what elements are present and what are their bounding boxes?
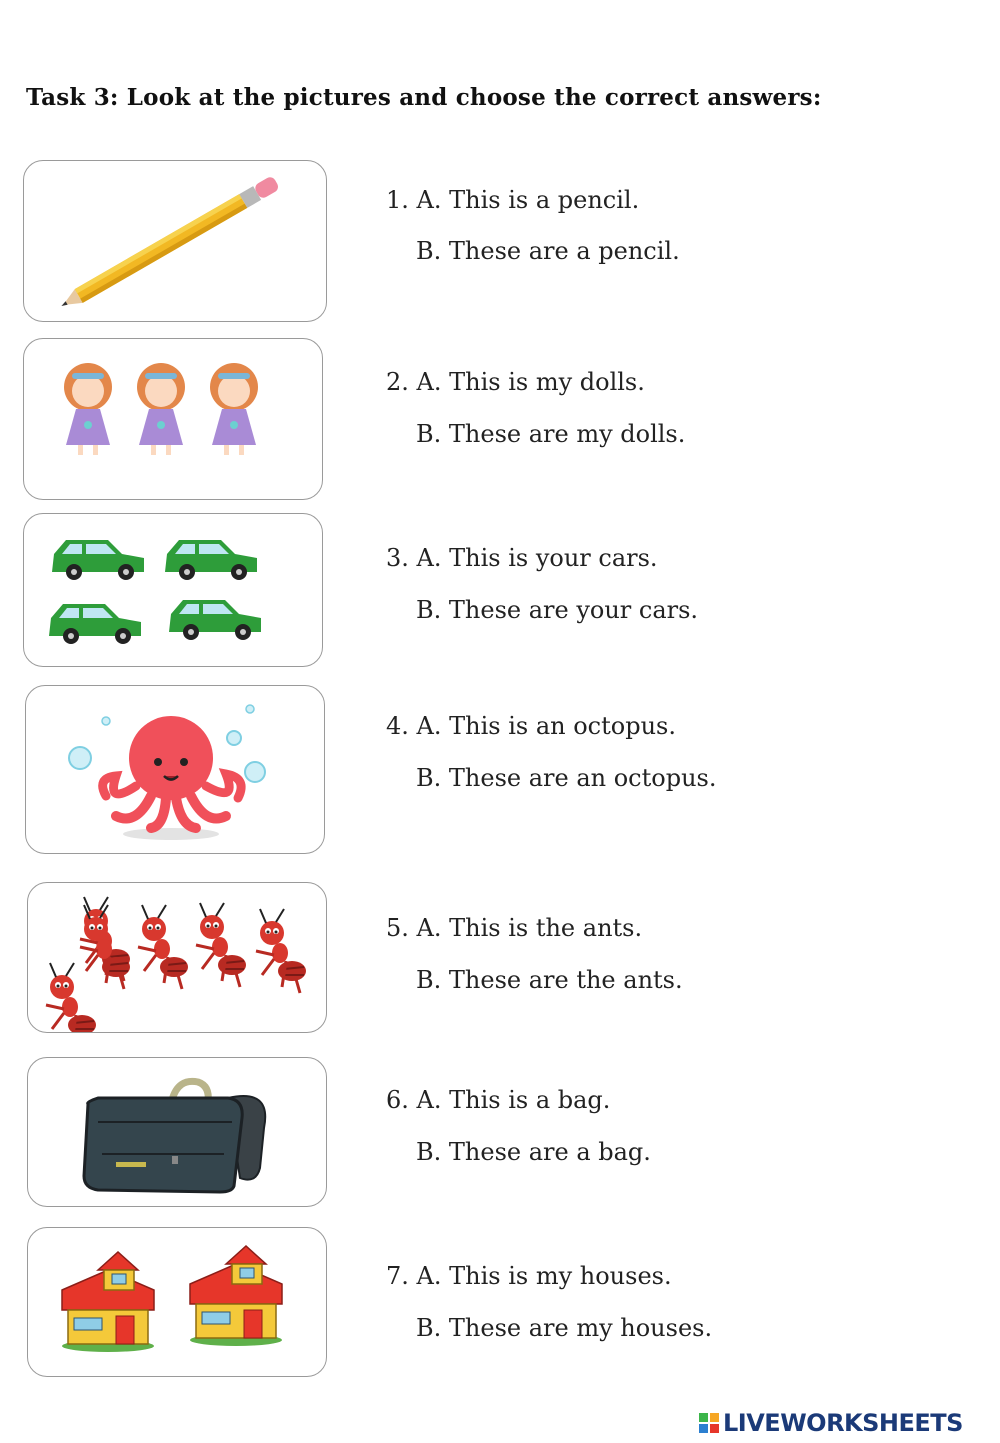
pencil-image — [24, 161, 326, 321]
picture-card-houses — [27, 1227, 327, 1377]
question-3-option-a[interactable]: 3. A. This is your cars. — [386, 544, 658, 572]
question-4-option-a[interactable]: 4. A. This is an octopus. — [386, 712, 676, 740]
liveworksheets-logo-text: LIVEWORKSHEETS — [723, 1409, 963, 1437]
houses-image — [28, 1228, 326, 1376]
dolls-image — [24, 339, 322, 499]
picture-card-pencil — [23, 160, 327, 322]
question-6-option-a[interactable]: 6. A. This is a bag. — [386, 1086, 611, 1114]
question-6-option-b[interactable]: B. These are a bag. — [416, 1138, 651, 1166]
picture-card-dolls — [23, 338, 323, 500]
question-2-option-a[interactable]: 2. A. This is my dolls. — [386, 368, 645, 396]
bag-image — [28, 1058, 326, 1206]
question-7-option-b[interactable]: B. These are my houses. — [416, 1314, 713, 1342]
picture-card-cars — [23, 513, 323, 667]
liveworksheets-logo-icon — [698, 1411, 720, 1435]
picture-card-octopus — [25, 685, 325, 854]
task-title: Task 3: Look at the pictures and choose the correct answers: — [26, 84, 822, 111]
cars-image — [24, 514, 322, 666]
liveworksheets-logo[interactable] — [698, 1408, 963, 1438]
octopus-image — [26, 686, 324, 853]
ants-image — [28, 883, 326, 1032]
question-7-option-a[interactable]: 7. A. This is my houses. — [386, 1262, 672, 1290]
question-1-option-a[interactable]: 1. A. This is a pencil. — [386, 186, 640, 214]
picture-card-ants — [27, 882, 327, 1033]
question-1-option-b[interactable]: B. These are a pencil. — [416, 237, 680, 265]
question-5-option-b[interactable]: B. These are the ants. — [416, 966, 683, 994]
question-5-option-a[interactable]: 5. A. This is the ants. — [386, 914, 643, 942]
question-2-option-b[interactable]: B. These are my dolls. — [416, 420, 686, 448]
picture-card-bag — [27, 1057, 327, 1207]
question-3-option-b[interactable]: B. These are your cars. — [416, 596, 699, 624]
question-4-option-b[interactable]: B. These are an octopus. — [416, 764, 717, 792]
